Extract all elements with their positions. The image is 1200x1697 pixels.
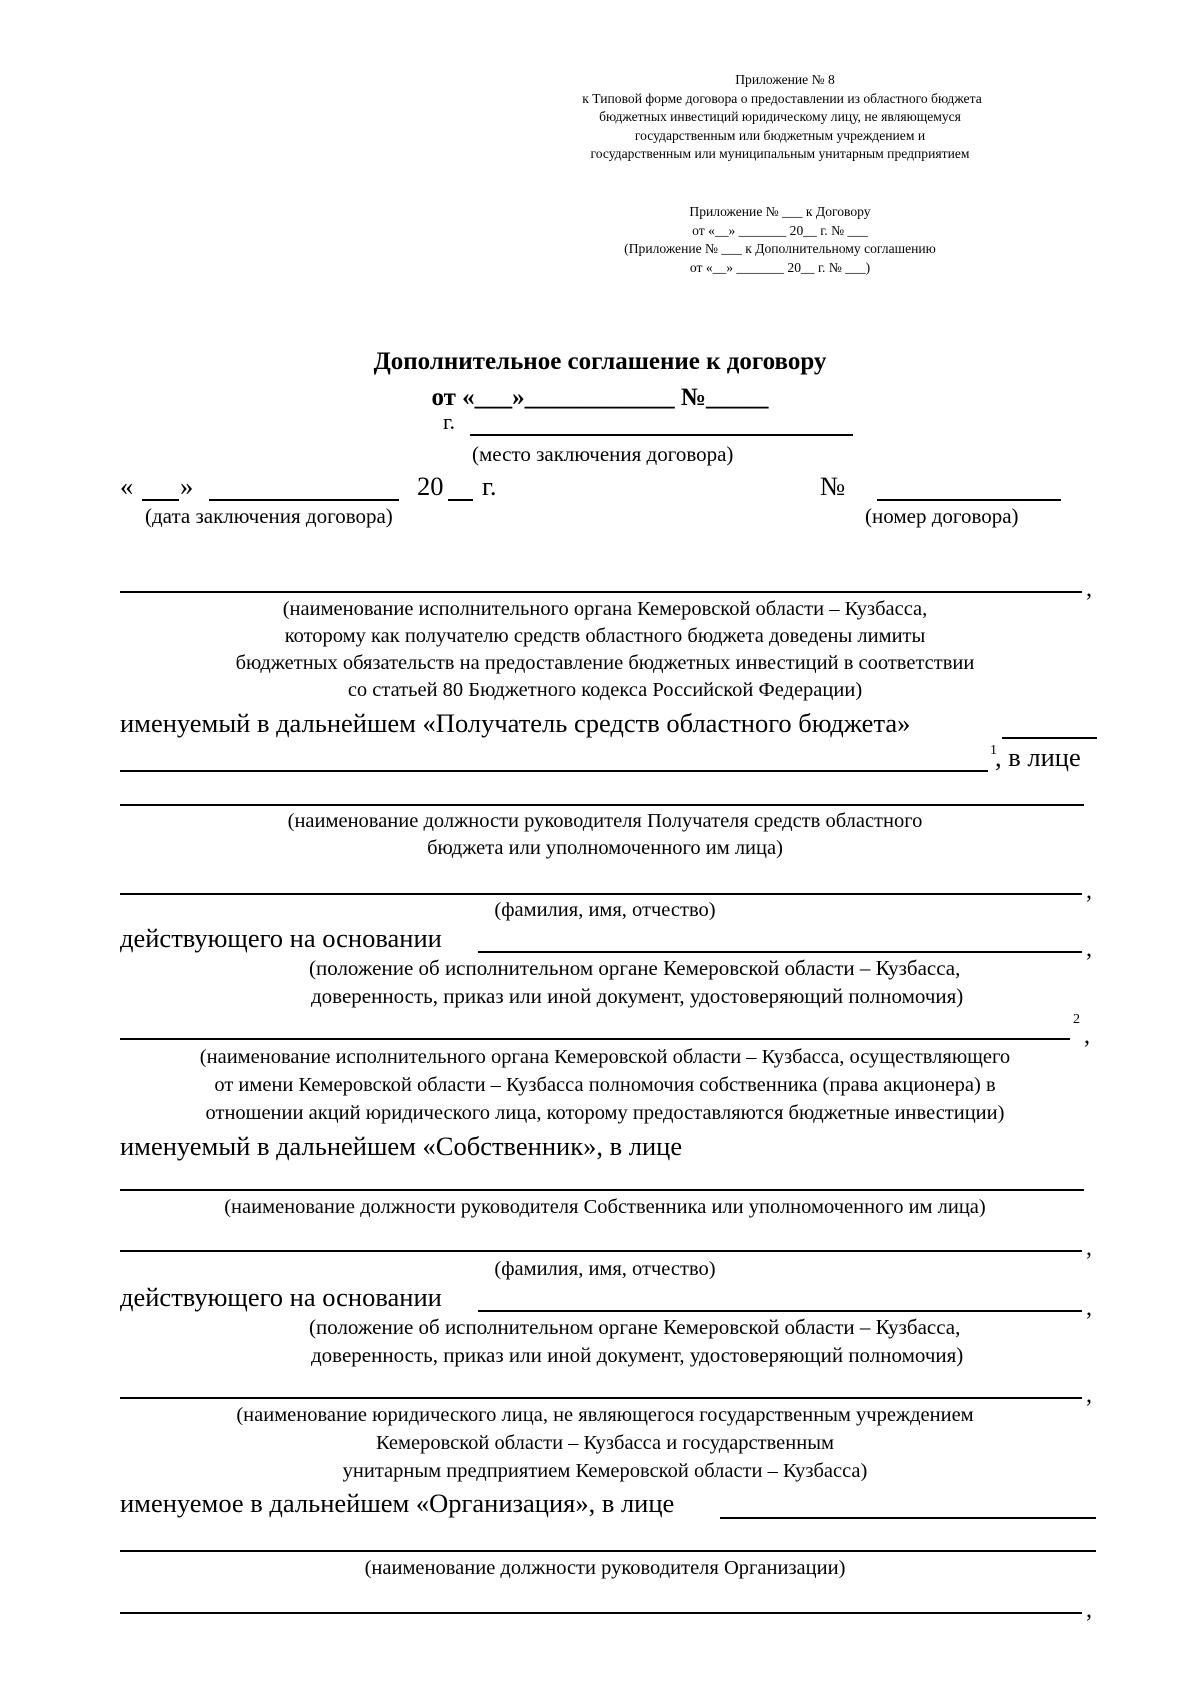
date-quote-close: » [180, 471, 194, 501]
comma: , [1086, 1382, 1092, 1408]
recipient-position-caption: бюджета или уполномоченного им лица) [427, 837, 783, 859]
organization-caption-line: (наименование юридического лица, не являющегося государственным учреждением [236, 1404, 974, 1426]
comma: , [1086, 1597, 1092, 1623]
organization-fio-field[interactable] [120, 1612, 1082, 1614]
annex-line: от «__» _______ 20__ г. № ___ [692, 222, 868, 238]
recipient-fio-caption: (фамилия, имя, отчество) [494, 899, 716, 921]
annex-line: Приложение № 8 [735, 72, 835, 87]
recipient-name-continued-field[interactable] [120, 770, 988, 772]
date-year: 20 [417, 471, 444, 501]
annex-line: Приложение № ___ к Договору [689, 204, 871, 219]
number-caption: (номер договора) [865, 504, 1019, 528]
owner-fio-field[interactable] [120, 1250, 1082, 1252]
recipient-named-as: именуемый в дальнейшем «Получатель средств областного бюджета» [120, 708, 911, 738]
annex-line: (Приложение № ___ к Дополнительному соглашению [624, 241, 936, 257]
date-year-suffix: г. [482, 471, 497, 501]
organization-caption-line: Кемеровской области – Кузбасса и государственным [376, 1432, 834, 1454]
annex-line: к Типовой форме договора о предоставлении из областного бюджета [582, 90, 982, 106]
annex-line: государственным или муниципальным унитарным предприятием [590, 146, 970, 162]
recipient-basis-caption: доверенность, приказ или иной документ, удостоверяющий полномочия) [311, 984, 964, 1008]
recipient-acting-on-basis: действующего на основании [120, 923, 442, 953]
recipient-basis-field[interactable] [478, 951, 1082, 953]
comma: , [1086, 1295, 1092, 1321]
date-caption: (дата заключения договора) [145, 504, 393, 528]
date-quote-open: « [120, 471, 134, 501]
comma: , [1086, 576, 1092, 602]
owner-caption-line: отношении акций юридического лица, которому предоставляются бюджетные инвестиции) [205, 1102, 1005, 1124]
recipient-caption-line: (наименование исполнительного органа Кемеровской области – Кузбасса, [282, 598, 928, 620]
owner-caption-line: от имени Кемеровской области – Кузбасса полномочия собственника (права акционера) в [214, 1074, 996, 1096]
document-title: Дополнительное соглашение к договору [373, 348, 827, 375]
contract-annex-reference [480, 203, 1080, 277]
comma: , [1086, 878, 1092, 904]
recipient-name-field[interactable] [120, 591, 1082, 593]
owner-fio-caption: (фамилия, имя, отчество) [494, 1258, 716, 1280]
owner-position-caption: (наименование должности руководителя Собственника или уполномоченного им лица) [224, 1196, 986, 1218]
organization-named-as: именуемое в дальнейшем «Организация», в лице [120, 1488, 675, 1518]
comma: , [1086, 1235, 1092, 1261]
place-field[interactable] [470, 434, 853, 436]
place-caption: (место заключения договора) [472, 442, 734, 466]
comma: , [1084, 1023, 1090, 1049]
footnote-marker: 1 [990, 743, 997, 758]
annex-reference [480, 71, 1080, 164]
document-subtitle: от «___»____________ №_____ [431, 384, 769, 411]
recipient-caption-line: которому как получателю средств областного бюджета доведены лимиты [284, 625, 926, 647]
month-field[interactable] [209, 499, 399, 501]
contract-number-field[interactable] [877, 499, 1061, 501]
owner-named-as: именуемый в дальнейшем «Собственник», в лице [120, 1131, 683, 1161]
recipient-position-caption: (наименование должности руководителя Получателя средств областного [287, 810, 923, 832]
in-person-label: , в лице [995, 742, 1081, 772]
owner-name-field[interactable] [120, 1038, 1070, 1040]
recipient-caption-line: со статьей 80 Бюджетного кодекса Российской Федерации) [347, 679, 863, 701]
owner-basis-field[interactable] [478, 1310, 1082, 1312]
annex-line: бюджетных инвестиций юридическому лицу, не являющемуся [599, 109, 961, 125]
city-prefix: г. [443, 409, 456, 434]
owner-caption-line: (наименование исполнительного органа Кемеровской области – Кузбасса, осуществляющего [199, 1046, 1011, 1068]
comma: , [1086, 936, 1092, 962]
day-field[interactable] [142, 499, 179, 501]
annex-line: государственным или бюджетным учреждением и [634, 127, 926, 143]
number-sign: № [820, 471, 846, 501]
recipient-position-field[interactable] [120, 804, 1084, 806]
annex-line: от «__» _______ 20__ г. № ___) [689, 259, 871, 275]
organization-name-field[interactable] [120, 1397, 1082, 1399]
recipient-short-field[interactable] [1002, 737, 1097, 739]
owner-basis-caption: (положение об исполнительном органе Кемеровской области – Кузбасса, [309, 1315, 961, 1339]
recipient-fio-field[interactable] [120, 893, 1082, 895]
recipient-basis-caption: (положение об исполнительном органе Кемеровской области – Кузбасса, [309, 956, 961, 980]
organization-representative-field[interactable] [720, 1517, 1096, 1519]
organization-caption-line: унитарным предприятием Кемеровской области – Кузбасса) [342, 1460, 868, 1482]
organization-position-caption: (наименование должности руководителя Организации) [364, 1557, 846, 1579]
footnote-marker: 2 [1073, 1012, 1080, 1027]
organization-position-field[interactable] [120, 1550, 1096, 1552]
owner-acting-on-basis: действующего на основании [120, 1282, 442, 1312]
year-field[interactable] [448, 499, 473, 501]
owner-basis-caption: доверенность, приказ или иной документ, удостоверяющий полномочия) [311, 1343, 964, 1367]
owner-position-field[interactable] [120, 1189, 1084, 1191]
recipient-caption-line: бюджетных обязательств на предоставление бюджетных инвестиций в соответствии [235, 652, 975, 674]
